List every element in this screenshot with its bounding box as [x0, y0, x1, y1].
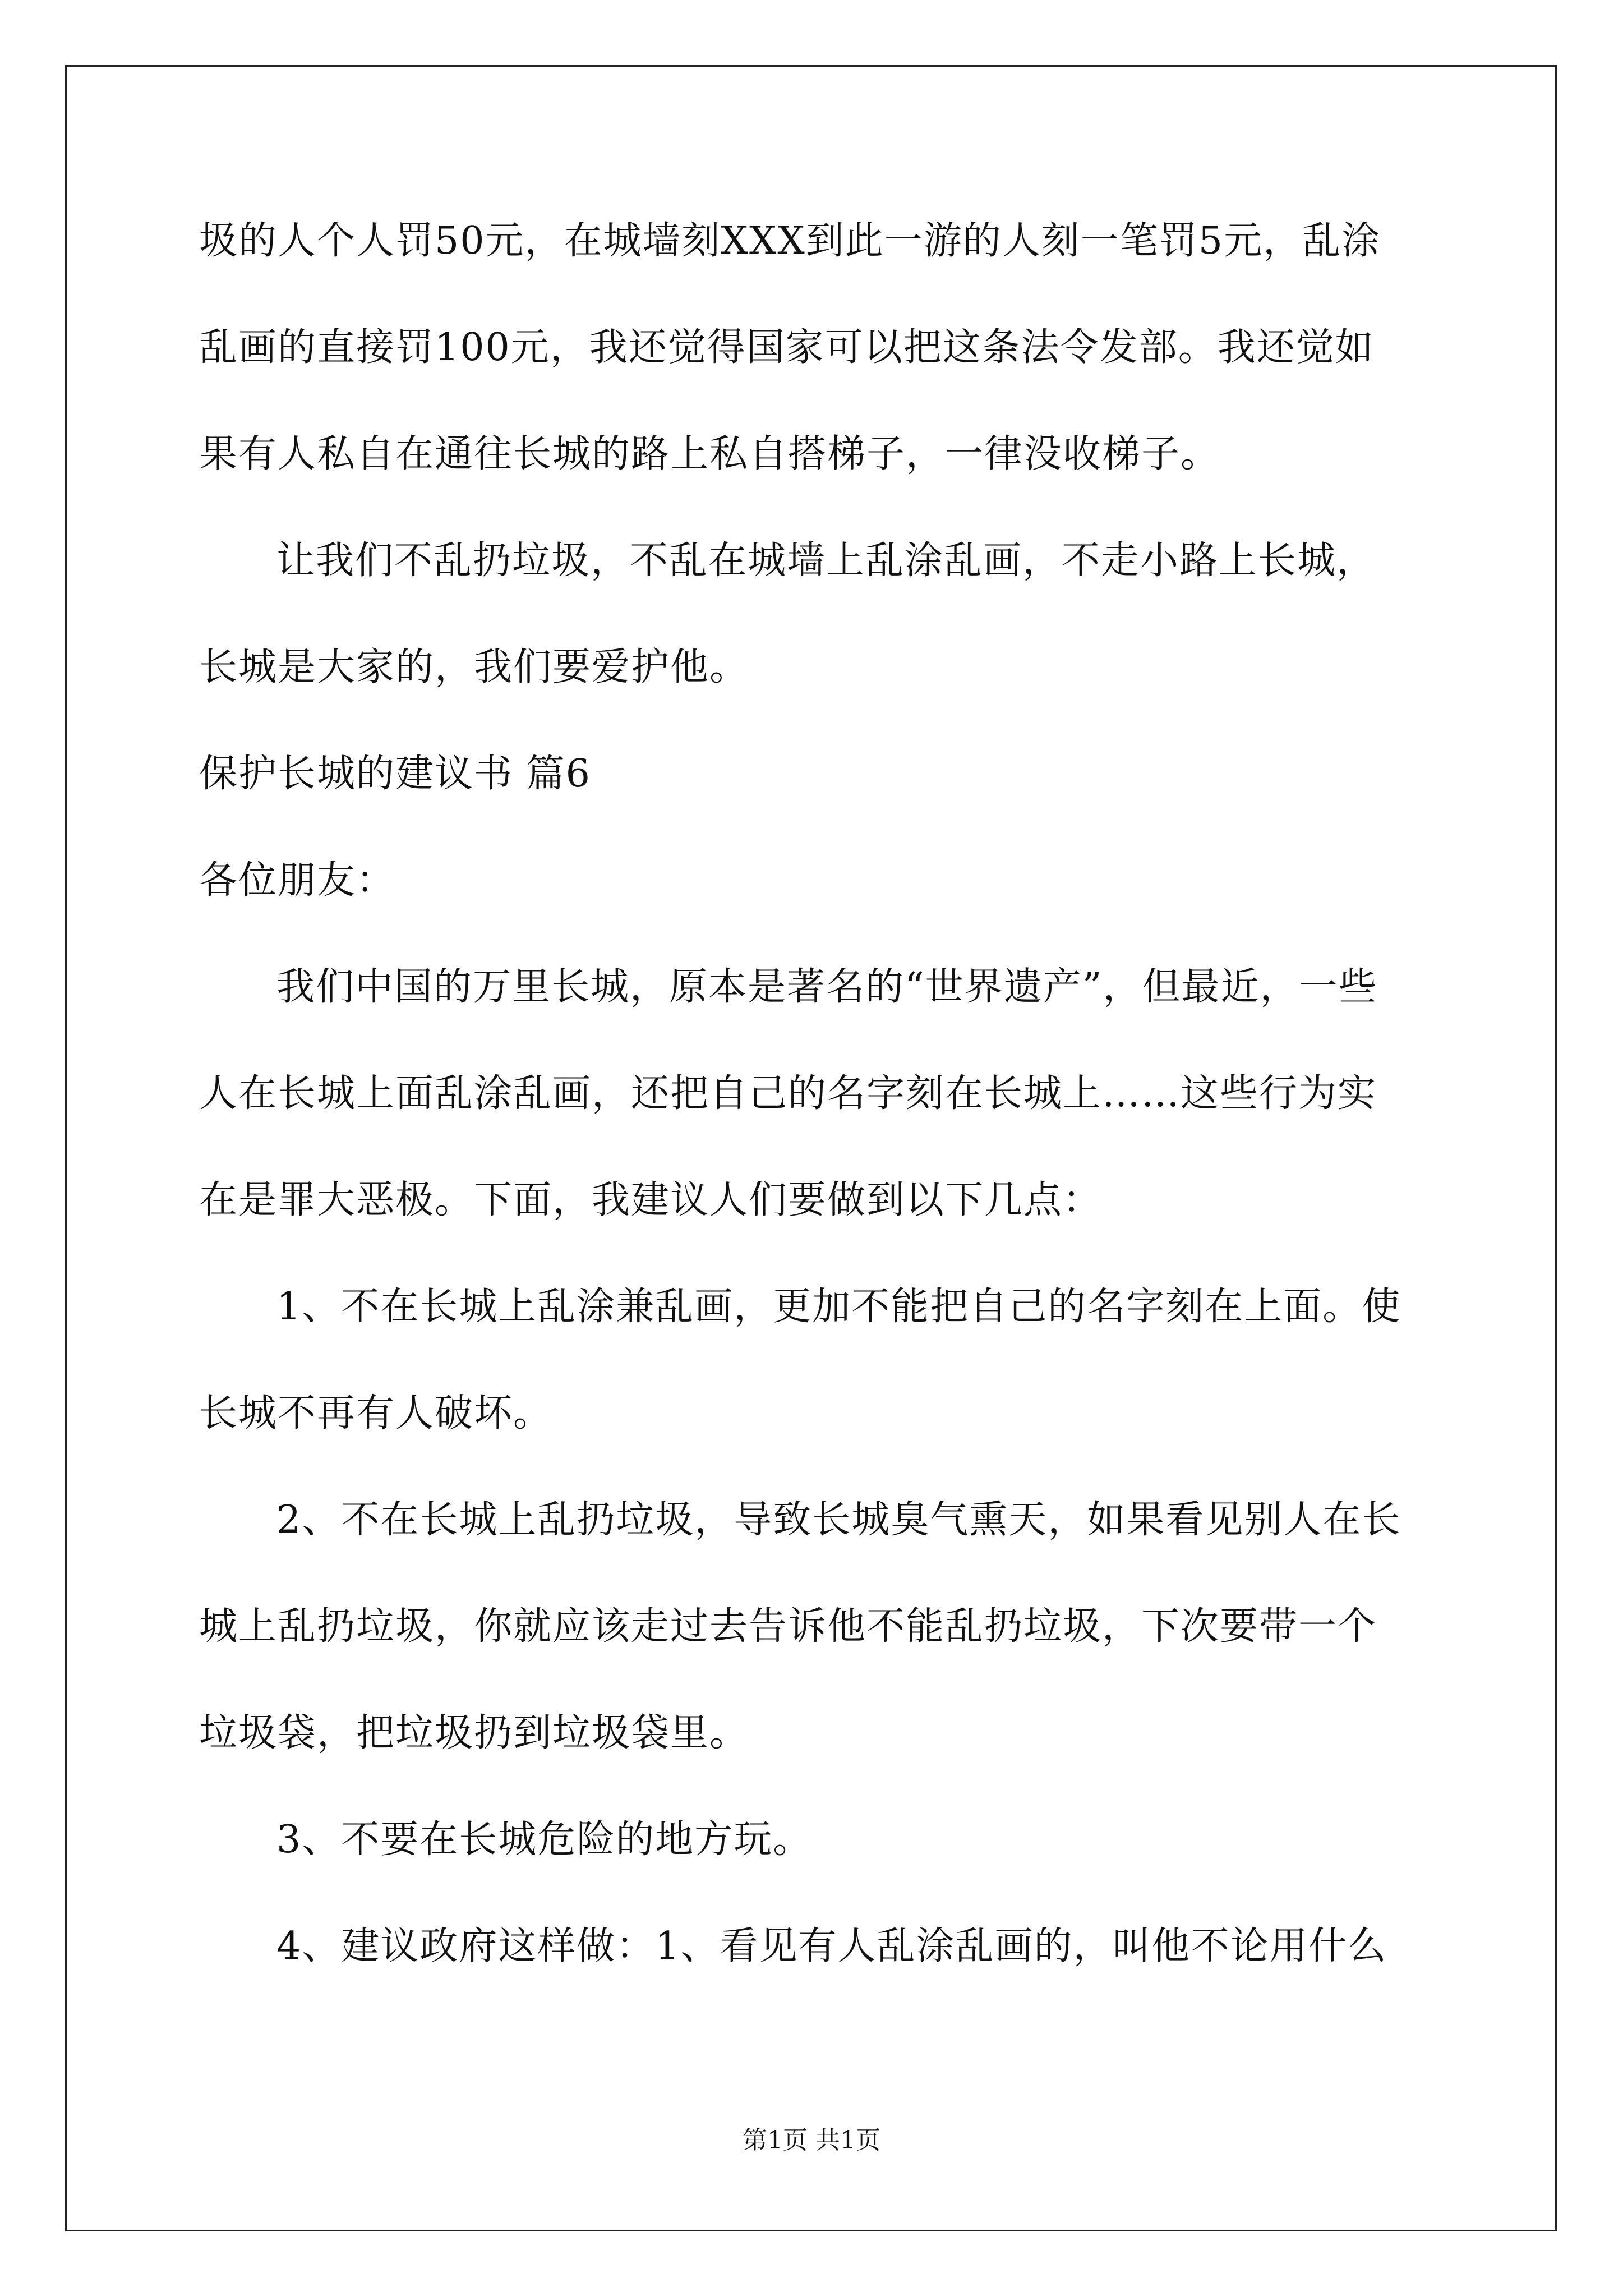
list-item-4: 4、建议政府这样做：1、看见有人乱涂乱画的，叫他不论用什么 — [276, 1924, 1387, 1968]
text-line: 长城是大家的，我们要爱护他。 — [199, 645, 749, 689]
text-line: 我们中国的万里长城，原本是著名的“世界遗产”，但最近，一些 — [276, 965, 1378, 1009]
page-number-footer: 第1页 共1页 — [743, 2126, 880, 2155]
list-item-2: 2、不在长城上乱扔垃圾，导致长城臭气熏天，如果看见别人在长 — [276, 1498, 1401, 1542]
text-line: 果有人私自在通往长城的路上私自搭梯子，一律没收梯子。 — [199, 432, 1220, 476]
list-item-3: 3、不要在长城危险的地方玩。 — [276, 1818, 813, 1862]
text-line: 人在长城上面乱涂乱画，还把自己的名字刻在长城上……这些行为实 — [199, 1071, 1377, 1116]
text-line: 垃圾袋，把垃圾扔到垃圾袋里。 — [199, 1711, 749, 1755]
text-line: 圾的人个人罚50元，在城墙刻XXX到此一游的人刻一笔罚5元，乱涂 — [199, 219, 1381, 263]
text-line: 长城不再有人破坏。 — [199, 1391, 553, 1435]
salutation: 各位朋友： — [199, 858, 396, 903]
text-line: 城上乱扔垃圾，你就应该走过去告诉他不能乱扔垃圾，下次要带一个 — [199, 1604, 1377, 1649]
text-line: 让我们不乱扔垃圾，不乱在城墙上乱涂乱画，不走小路上长城， — [276, 539, 1376, 583]
list-item-1: 1、不在长城上乱涂兼乱画，更加不能把自己的名字刻在上面。使 — [276, 1285, 1401, 1329]
text-line: 在是罪大恶极。下面，我建议人们要做到以下几点： — [199, 1178, 1103, 1222]
page-border — [65, 65, 1557, 2231]
section-heading: 保护长城的建议书 篇6 — [199, 752, 591, 796]
text-line: 乱画的直接罚100元，我还觉得国家可以把这条法令发部。我还觉如 — [199, 325, 1375, 370]
